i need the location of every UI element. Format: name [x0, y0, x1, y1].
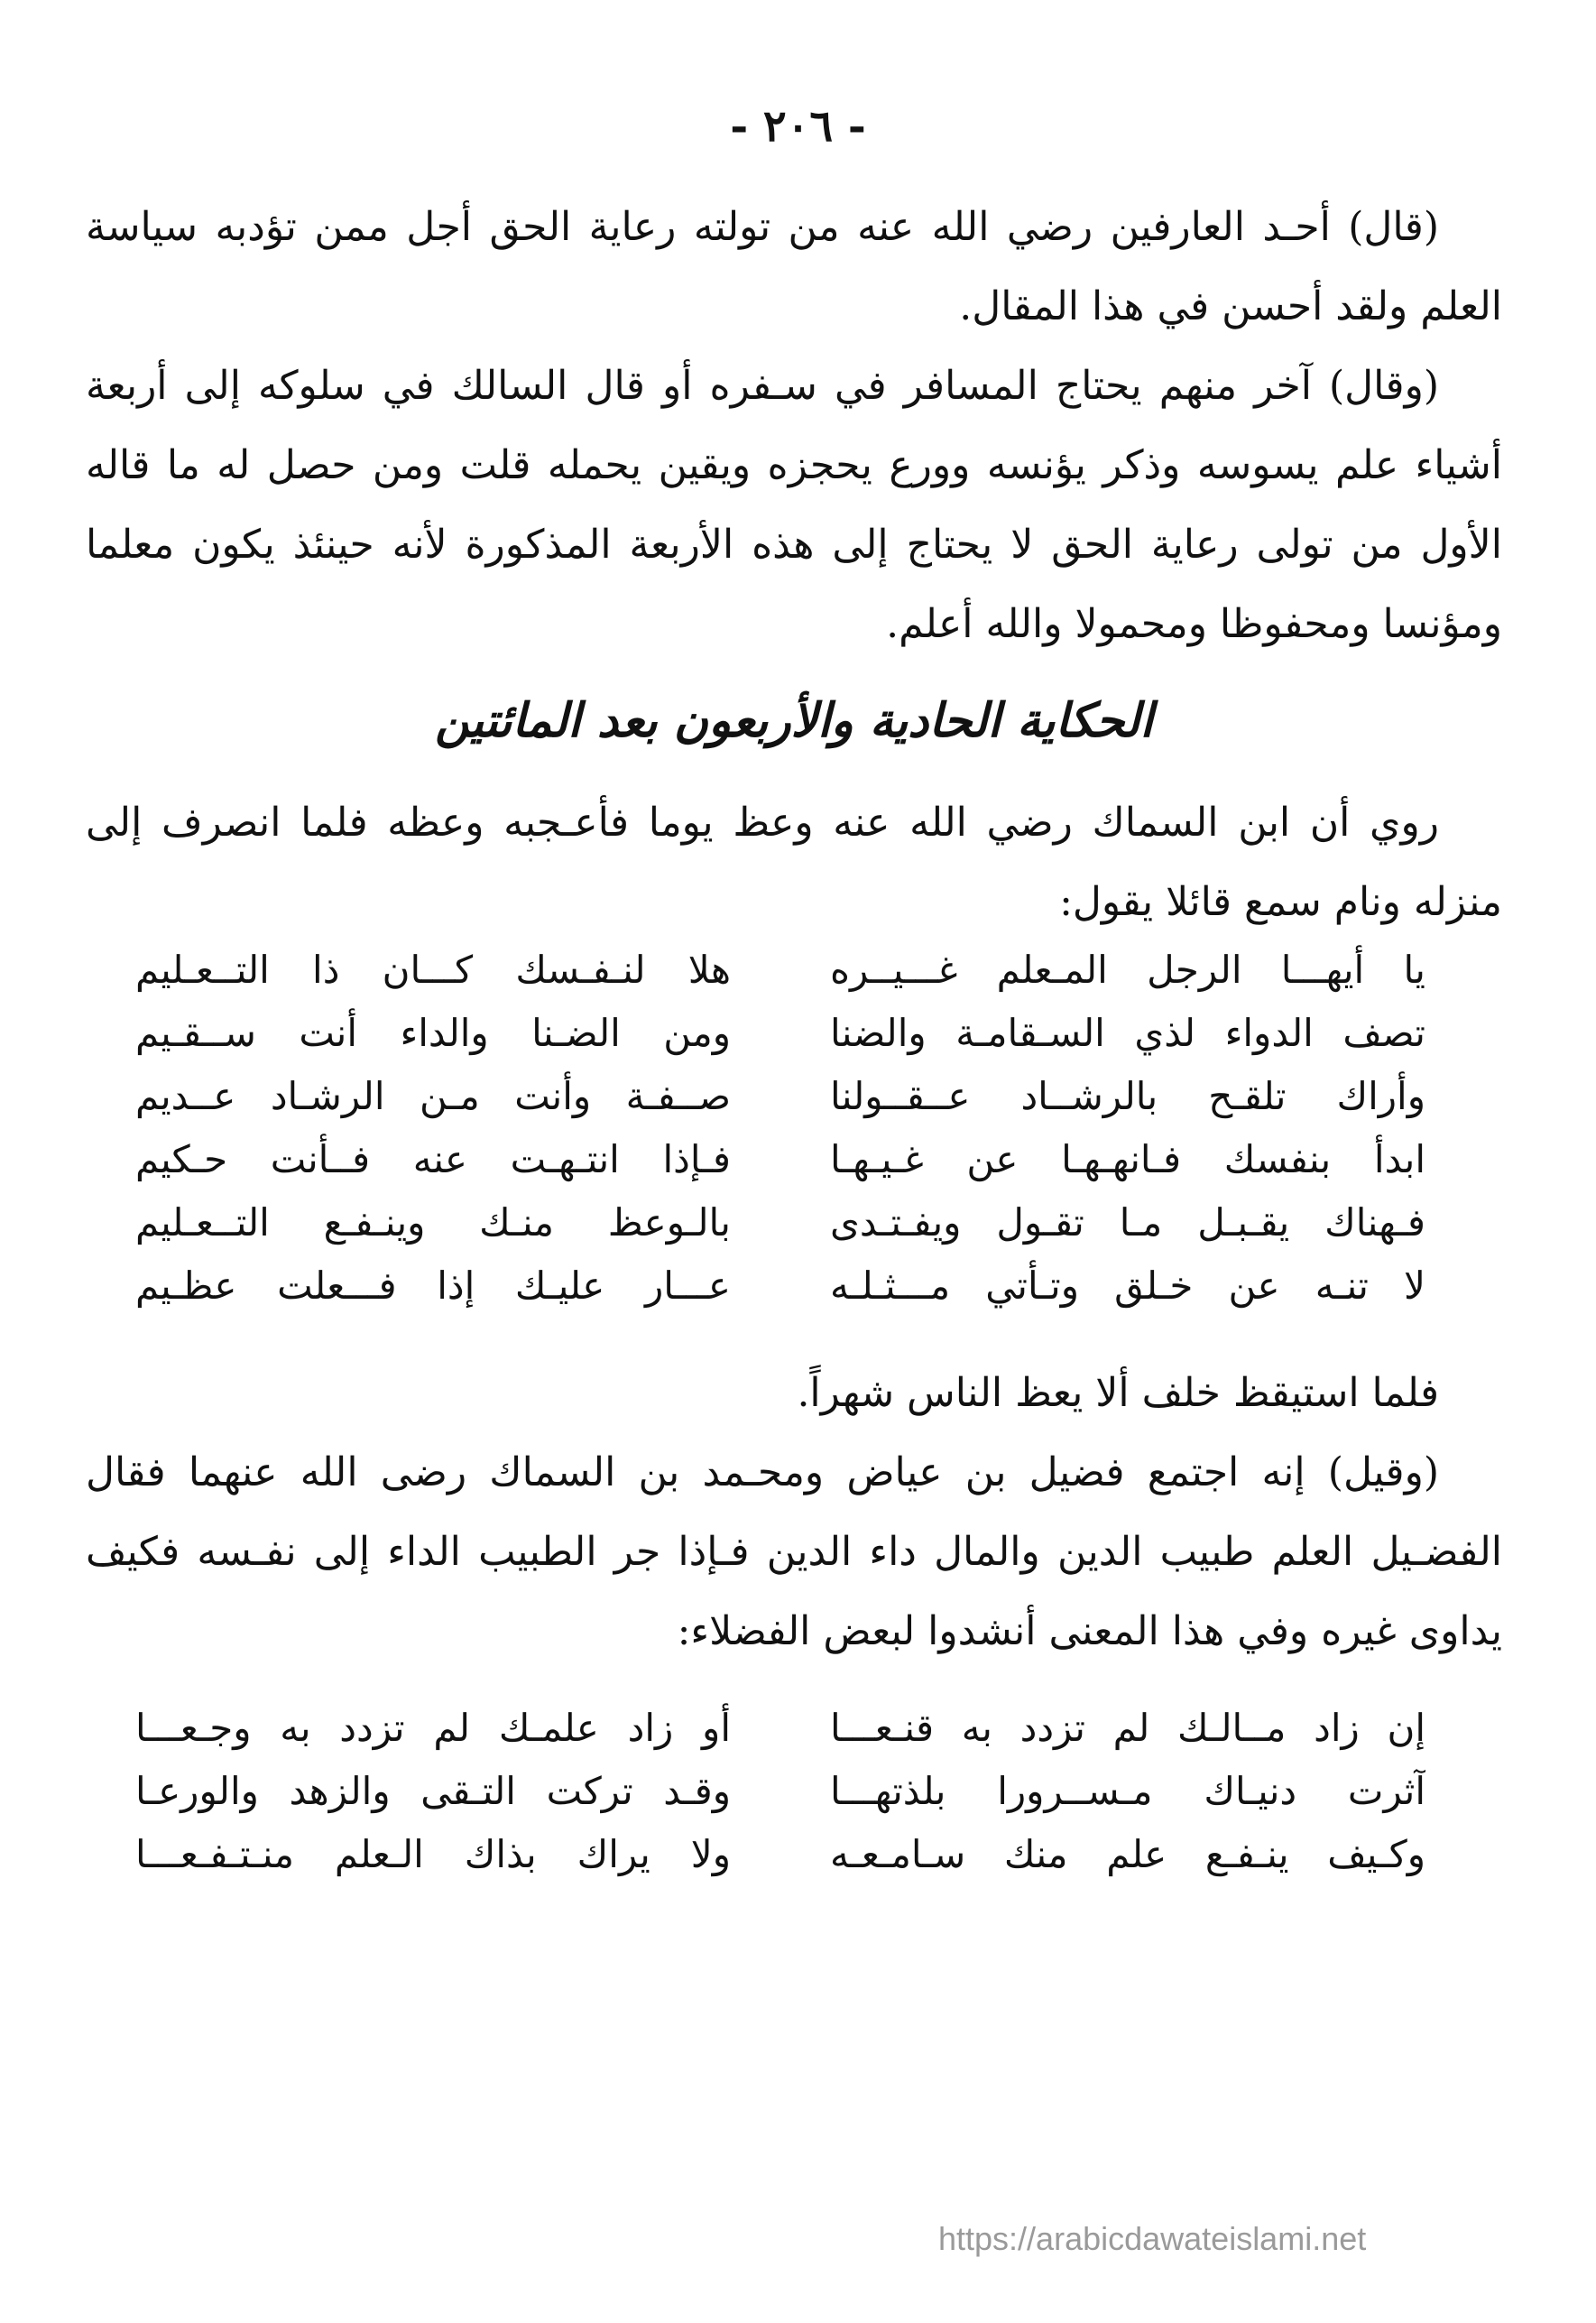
- poem-verse: [135, 1760, 1425, 1823]
- poem-verse: [135, 1697, 1425, 1760]
- verse-second-half: أو زاد علمـك لم تزدد به وجـعـــا: [135, 1706, 731, 1750]
- watermark-url: https://arabicdawateislami.net: [938, 2220, 1367, 2257]
- verse-second-half: عـــار عليـك إذا فـــعلت عظـيم: [135, 1263, 731, 1308]
- poem-verse: [135, 1254, 1425, 1318]
- verse-second-half: ومن الضـنا والداء أنت ســقـيم: [135, 1011, 731, 1055]
- after-paragraph-block: [86, 1433, 1502, 1671]
- verse-first-half: وكـيف ينـفـع علم منك سـامـعـه: [830, 1832, 1425, 1876]
- verse-second-half: ولا يراك بذاك الـعلم منـتـفـعـــا: [135, 1832, 731, 1876]
- verse-second-half: وقـد تركت التـقى والزهد والورعـا: [135, 1769, 731, 1813]
- intro-paragraph-1: (قال) أحـد العارفين رضي الله عنه من تولته رعاية الحق أجل ممن تؤدبه سياسة العلم ولقد أحسن في هذا المقال.: [86, 204, 1502, 329]
- after-line: فلما استيقظ خلف ألا يعظ الناس شهراً.: [797, 1370, 1439, 1416]
- verse-first-half: ابدأ بنفسك فـانهـهـا عن غـيـهـا: [830, 1137, 1425, 1181]
- verse-first-half: تصف الدواء لذي السـقامـة والضنا: [830, 1011, 1425, 1055]
- intro-paragraph-1-block: [86, 188, 1502, 347]
- after-paragraph: (وقيل) إنه اجتمع فضيل بن عياض ومحـمد بن السماك رضى الله عنهما فقال الفضـيل العلم طبيب الدين والمال داء الدين فـإذا جر الطبيب الداء إلى نفـسه فكيف يداوى غيره وفي هذا المعنى أنشدوا لبعض الفضلاء:: [86, 1449, 1502, 1654]
- poem-verse: [135, 939, 1425, 1002]
- intro-paragraph-2-block: [86, 347, 1502, 664]
- verse-first-half: آثرت دنيـاك مـســرورا بلذتهـــا: [830, 1769, 1425, 1813]
- page-number: - ٢٠٦ -: [730, 101, 866, 152]
- verse-second-half: صــفـة وأنت مـن الرشـاد عــديم: [135, 1074, 731, 1118]
- verse-first-half: إن زاد مــالـك لم تزدد به قنـعـــا: [830, 1706, 1425, 1750]
- verse-first-half: وأراك تلقـح بالرشــاد عــقــولنا: [830, 1074, 1425, 1118]
- verse-second-half: هلا لنـفـسك كـــان ذا التــعـليم: [135, 948, 731, 992]
- after-line-block: [86, 1354, 1502, 1433]
- story-paragraph-block: [86, 783, 1502, 942]
- poem-verse: [135, 1128, 1425, 1191]
- poem-verse: [135, 1191, 1425, 1254]
- poem-2: [135, 1697, 1425, 1886]
- poem-1: [135, 939, 1425, 1318]
- poem-verse: [135, 1823, 1425, 1886]
- story-paragraph: روي أن ابن السماك رضي الله عنه وعظ يوما فأعـجبه وعظه فلما انصرف إلى منزله ونام سمع قائلا يقول:: [86, 800, 1502, 925]
- poem-verse: [135, 1065, 1425, 1128]
- section-heading: الحكاية الحادية والأربعون بعد المائتين: [435, 693, 1153, 748]
- verse-first-half: فـهناك يقـبـل مـا تقـول ويفـتـدى: [830, 1200, 1425, 1245]
- verse-second-half: فـإذا انتـهـت عنه فــأنت حـكيم: [135, 1137, 731, 1181]
- intro-paragraph-2: (وقال) آخر منهم يحتاج المسافر في سـفره أو قال السالك في سلوكه إلى أربعة أشياء علم يسوسه وذكر يؤنسه وورع يحجزه ويقين يحمله قلت ومن حصل له ما قاله الأول من تولى رعاية الحق لا يحتاج إلى هذه الأربعة المذكورة لأنه حينئذ يكون معلما ومؤنسا ومحفوظا ومحمولا والله أعلم.: [86, 363, 1502, 647]
- verse-second-half: بالـوعظ منـك وينـفـع التــعـليم: [135, 1200, 731, 1245]
- poem-verse: [135, 1002, 1425, 1065]
- verse-first-half: يا أيهـــا الرجل المـعلم غـــيــره: [830, 948, 1425, 992]
- verse-first-half: لا تنـه عن خـلق وتـأتي مـــثـلـه: [830, 1263, 1425, 1308]
